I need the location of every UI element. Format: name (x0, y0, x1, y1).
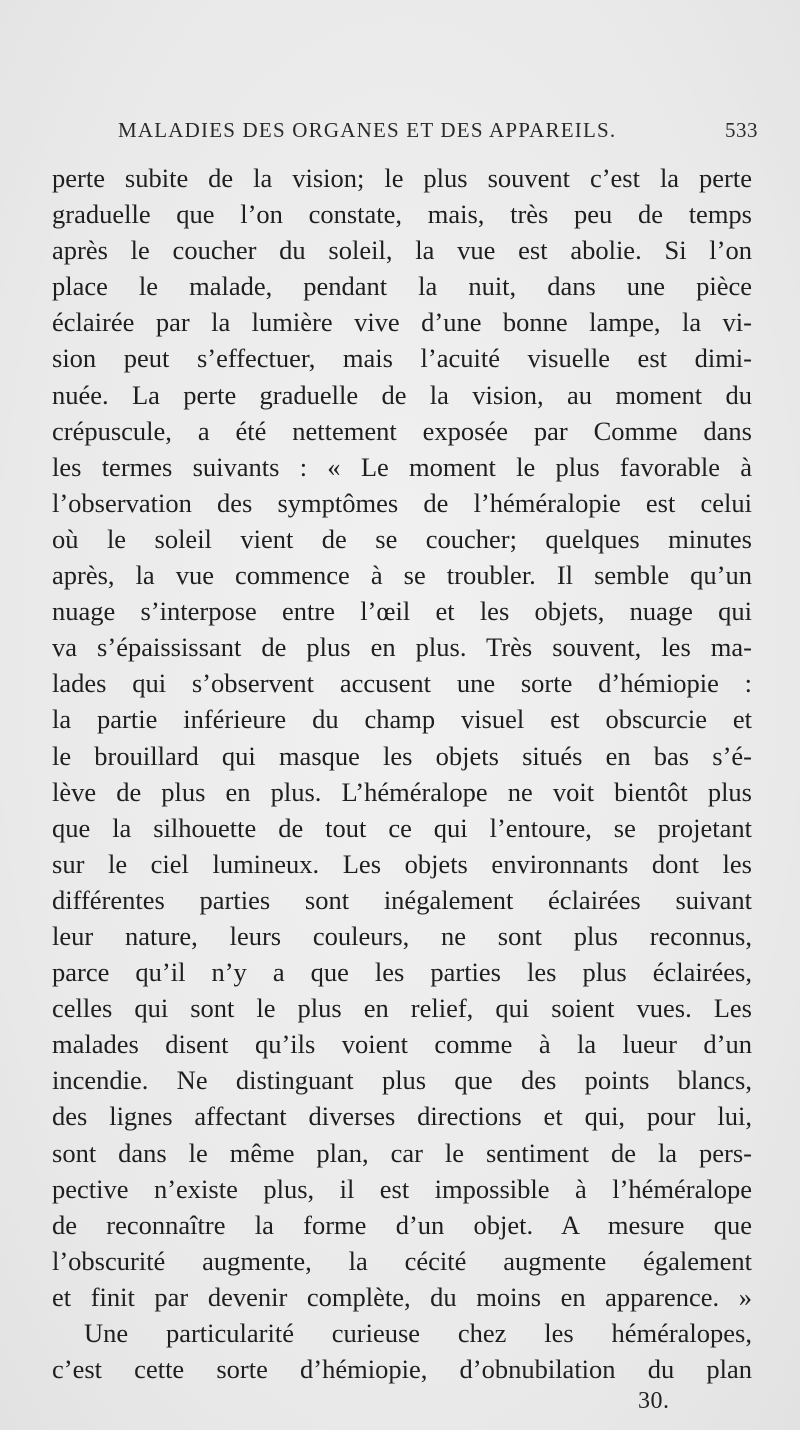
text-line: éclairée par la lumière vive d’une bonne lampe, la vi- (52, 307, 752, 338)
text-line: perte subite de la vision; le plus souvent c’est la perte (52, 163, 752, 193)
text-line: de reconnaître la forme d’un objet. A mesure que (52, 1209, 752, 1240)
text-line: différentes parties sont inégalement éclairées suivant (52, 884, 752, 915)
text-line: la partie inférieure du champ visuel est obscurcie et (52, 704, 752, 735)
text-line: l’observation des symptômes de l’héméralopie est celui (52, 487, 752, 518)
text-line: lades qui s’observent accusent une sorte d’hémiopie : (52, 668, 752, 699)
text-line: des lignes affectant diverses directions et qui, pour lui, (52, 1101, 752, 1132)
text-line: après le coucher du soleil, la vue est abolie. Si l’on (52, 235, 752, 266)
text-line: malades disent qu’ils voient comme à la lueur d’un (52, 1029, 752, 1060)
text-line: celles qui sont le plus en relief, qui soient vues. Les (52, 993, 752, 1024)
text-line: les termes suivants : « Le moment le plus favorable à (52, 451, 752, 482)
text-line: sur le ciel lumineux. Les objets environnants dont les (52, 848, 752, 879)
text-line: que la silhouette de tout ce qui l’entoure, se projetant (52, 812, 752, 843)
paragraph-end-line: et finit par devenir complète, du moins en apparence. » (52, 1281, 752, 1312)
signature-mark: 30. (638, 1388, 670, 1414)
text-line: parce qu’il n’y a que les parties les plus éclairées, (52, 957, 752, 988)
text-line: après, la vue commence à se troubler. Il semble qu’un (52, 560, 752, 591)
text-line: le brouillard qui masque les objets situés en bas s’é- (52, 740, 752, 771)
text-line: sont dans le même plan, car le sentiment de la pers- (52, 1137, 752, 1168)
text-line: leur nature, leurs couleurs, ne sont plus reconnus, (52, 920, 752, 951)
running-header (118, 118, 758, 148)
text-line: nuée. La perte graduelle de la vision, au moment du (52, 379, 752, 410)
text-line: graduelle que l’on constate, mais, très peu de temps (52, 199, 752, 230)
page-number: 533 (725, 118, 758, 142)
text-line: pective n’existe plus, il est impossible à l’héméralope (52, 1173, 752, 1204)
text-line: crépuscule, a été nettement exposée par Comme dans (52, 415, 752, 446)
text-line: nuage s’interpose entre l’œil et les objets, nuage qui (52, 596, 752, 627)
text-line: incendie. Ne distinguant plus que des points blancs, (52, 1065, 752, 1096)
text-line: va s’épaississant de plus en plus. Très souvent, les ma- (52, 632, 752, 663)
text-line: lève de plus en plus. L’héméralope ne voit bientôt plus (52, 776, 752, 807)
text-line: l’obscurité augmente, la cécité augmente également (52, 1245, 752, 1276)
text-line: place le malade, pendant la nuit, dans une pièce (52, 271, 752, 302)
body-text (52, 160, 752, 1387)
text-line: où le soleil vient de se coucher; quelques minutes (52, 523, 752, 554)
text-line: sion peut s’effectuer, mais l’acuité visuelle est dimi- (52, 343, 752, 374)
paragraph-start-line: Une particularité curieuse chez les héméralopes, (84, 1318, 752, 1348)
text-line: c’est cette sorte d’hémiopie, d’obnubilation du plan (52, 1354, 752, 1385)
running-title: MALADIES DES ORGANES ET DES APPAREILS. (118, 118, 617, 142)
